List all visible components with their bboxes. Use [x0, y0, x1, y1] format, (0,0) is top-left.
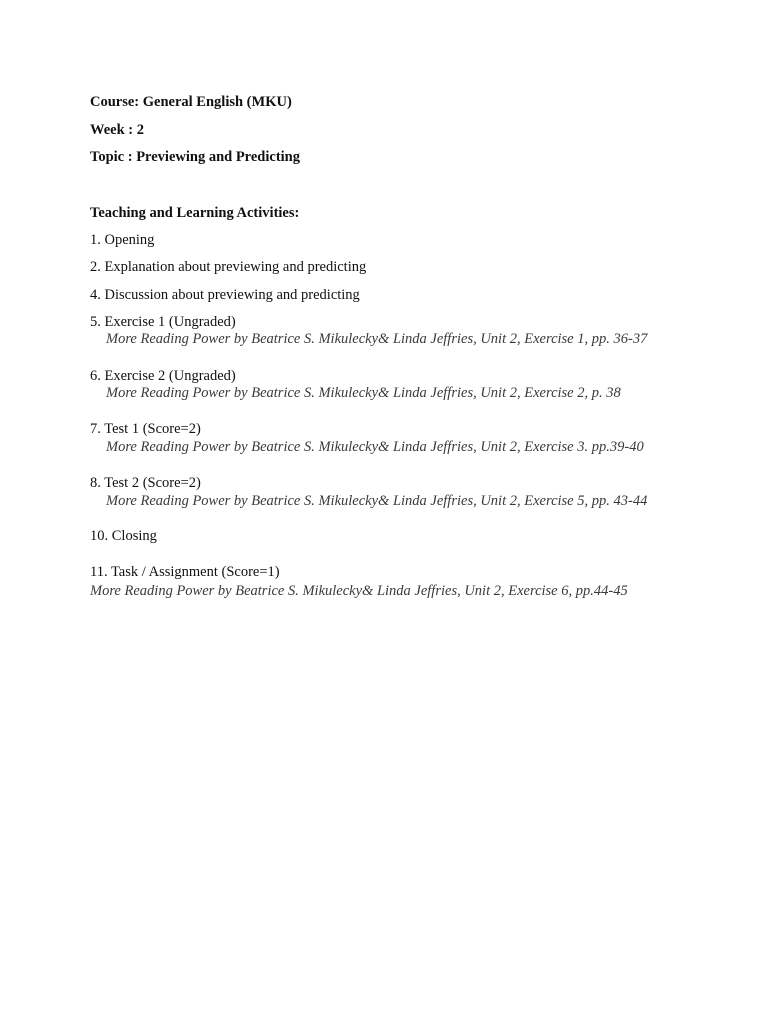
activity-test-2: 8. Test 2 (Score=2): [90, 475, 201, 491]
activity-test-2-reference: More Reading Power by Beatrice S. Mikulecky& Linda Jeffries, Unit 2, Exercise 5, pp. 43-44: [106, 493, 648, 509]
activities-heading: Teaching and Learning Activities:: [90, 205, 300, 221]
activity-exercise-1-reference: More Reading Power by Beatrice S. Mikulecky& Linda Jeffries, Unit 2, Exercise 1, pp. 36-37: [106, 331, 648, 347]
activity-explanation: 2. Explanation about previewing and predicting: [90, 259, 367, 275]
activity-test-1-reference: More Reading Power by Beatrice S. Mikulecky& Linda Jeffries, Unit 2, Exercise 3. pp.39-40: [106, 439, 644, 455]
activity-exercise-1: 5. Exercise 1 (Ungraded): [90, 314, 236, 330]
activity-task-reference: More Reading Power by Beatrice S. Mikulecky& Linda Jeffries, Unit 2, Exercise 6, pp.44-45: [90, 583, 628, 599]
course-title: Course: General English (MKU): [90, 94, 292, 110]
activity-closing: 10. Closing: [90, 528, 157, 544]
activity-exercise-2: 6. Exercise 2 (Ungraded): [90, 368, 236, 384]
activity-discussion: 4. Discussion about previewing and predicting: [90, 287, 360, 303]
activity-exercise-2-reference: More Reading Power by Beatrice S. Mikulecky& Linda Jeffries, Unit 2, Exercise 2, p. 38: [106, 385, 621, 401]
topic-label: Topic : Previewing and Predicting: [90, 149, 300, 165]
activity-opening: 1. Opening: [90, 232, 155, 248]
week-label: Week : 2: [90, 122, 144, 138]
activity-task: 11. Task / Assignment (Score=1): [90, 564, 280, 580]
activity-test-1: 7. Test 1 (Score=2): [90, 421, 201, 437]
